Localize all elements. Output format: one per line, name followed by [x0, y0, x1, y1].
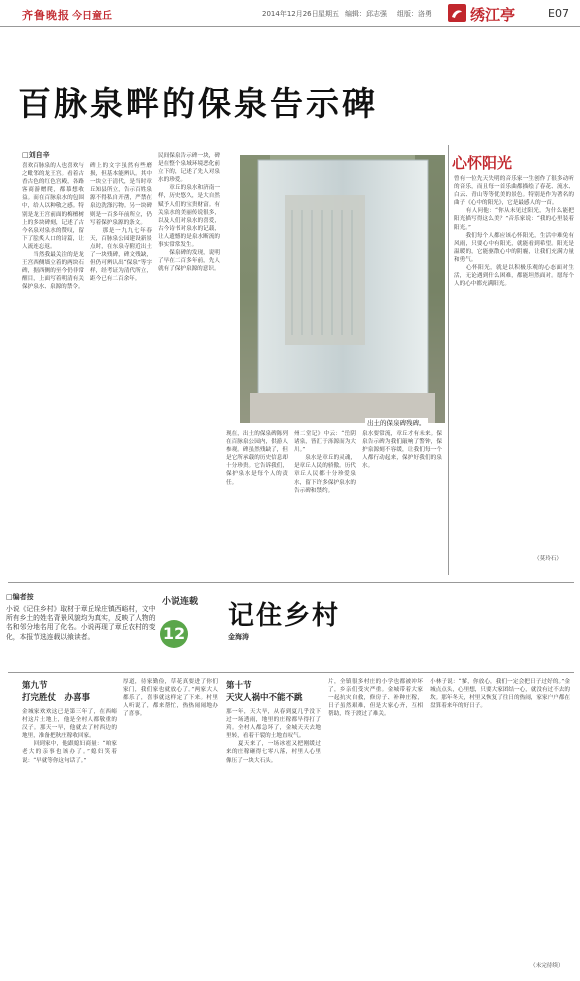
chapter-10-subtitle: 天灾人祸中不能不跳 [226, 693, 303, 703]
serial-column-1: 金城家欢欢这已是第三年了，在西峪村这片土地上，他是全村人都敬重的汉子。那天一早，他就去了村西边的地里，准备把秋庄稼收回家。 回到家中，他跟媳妇商量：“咱家老大的亲事也该办了。”媳妇笑着说：“早就等你这句话了。” [22, 709, 117, 764]
designer-credit: 组版：洛勇 [397, 10, 432, 18]
chapter-10-title: 第十节 [226, 681, 252, 691]
serial-column-3: 那一年，天大旱，从春到夏几乎没下过一场透雨，地里的庄稼都旱得打了蔫。全村人都急坏了，金城天天去地里转，看着干裂的土地直叹气。 夏天来了，一场冰雹又把刚缓过来的庄稼砸得七零八落，村里人心里像压了一块大石头。 [226, 709, 321, 764]
serial-column-4: 片，全镇很多村庄的小学也都被冲坏了，乡亲们受灾严重。金城带着大家一起抗灾自救，修房子、补种庄稼，日子虽然艰难，但是大家心齐，互相帮助，终于渡过了难关。 [328, 679, 423, 718]
section-name: 绣江亭 [470, 6, 516, 24]
photo-caption: 出土的保泉碑残碑。 [367, 419, 426, 427]
article-column-2: 碑上的文字虽然有些磨损，但基本能辨认。其中一块立于清代，是当时章丘知县所立，告示百姓泉源不得私自开凿，严禁在泉边洗涤污物。另一块碑则是一百多年前所立，仍写着保护泉源的条文。 那是一九九七年春天，百脉泉公园建设新景点时，在东泉寺附近出土了一块残碑，碑文残缺，但仍可辨认出“保泉”等字样，经考证为清代所立，距今已有二百余年。 [90, 163, 152, 283]
issue-date: 2014年12月26日 [262, 10, 319, 18]
article-column-6: 泉水要常流，章丘才有未来。保泉告示碑为我们敲响了警钟，保护泉源刻不容缓，让我们每一个人都行动起来，保护好我们的泉水。 [362, 431, 442, 470]
serial-column-5: 小林子说：“爹，你放心，我们一定会把日子过好的。”金城点点头，心里想，只要大家团结一心，就没有过不去的坎。那年冬天，村里又恢复了往日的热闹，家家户户都在盘算着来年的好日子。 [430, 679, 570, 710]
novel-author: 金海涛 [228, 632, 249, 641]
chapter-9-title: 第九节 [22, 681, 48, 691]
editor-note-label: □编者按 [6, 592, 34, 601]
editor-credit: 编辑：邱志强 [345, 10, 387, 18]
serial-divider [8, 672, 574, 673]
section-logo-icon [448, 4, 466, 22]
newspaper-subbrand: 今日童丘 [72, 11, 112, 22]
editor-note-text: 小说《记住乡村》取材于章丘垛庄镇西峪村，文中所有乡土的姓名背景风貌均为真实，反映了人物的名和邻分地名用了化名。小说再现了章丘农村的变化，本报节选连载以飨读者。 [6, 605, 156, 641]
article-column-1: 喜欢百脉泉的人也喜欢与之毗邻的龙王宫。看着古香古色的红色宫殿，各路客商游赠爬，都慕想收益。而在百脉泉水的包围中，给人以种敬之感。特别是龙王宫前面的梅檀树上的多块碑刻，记述了古今名泉对泉水的赞叹，留下了脍炙人口的诗篇，让人流连忘返。 当然我最关注的是龙王宫西侧墙立着的两块石碑，据西侧的至今仍非常醒目，上面写着明清有关保护泉水、泉源的禁令。 [22, 163, 84, 291]
serial-number-badge: 12 [160, 620, 188, 648]
side-column-signature: （莫玲石） [534, 556, 562, 562]
serial-label: 小说连载 [162, 597, 199, 607]
article-author: □刘自辛 [22, 150, 50, 159]
article-column-5: 州二堂记》中云：“岳阴诸泉，皆汇于泺源而为大川。” 泉水是章丘的灵魂，是章丘人民的骄傲。历代章丘人民都十分珍爱泉水，留下许多保护泉水的告示碑和禁约。 [294, 431, 356, 494]
issue-weekday: 星期五 [318, 10, 339, 18]
novel-title: 记住乡村 [228, 601, 341, 631]
serial-column-2: 厚道，待家勤俭，草花真要进了你们家门，我们家也就放心了。”两家大人都乐了，喜事就这样定了下来。村里人听说了，都来帮忙，热热闹闹地办了喜事。 [123, 679, 218, 718]
article-column-3: 民间保泉告示碑一块，碑是在整个泉域环境恶化前立下的，记述了先人对泉水的珍爱。 章丘的泉水和济南一样，历史悠久，是大自然赋予人们的宝贵财富。有关泉水的美丽传说很多，以及人们对泉水的喜爱，古今诗书对泉水的记载，让人遗憾的是泉水断流的事实常常发生。 保泉碑的发现，说明了早在二百多年前，先人就有了保护泉源的意识。 [158, 153, 220, 273]
side-column-body: 曾有一位先天失明的音乐家一生创作了很多动听的音乐，而且每一首乐曲都描绘了春花、流水、白云、青山等等优美的景色。特别是作为著名的曲子《心中的阳光》，它是最感人的一首。 有人问他：“你从未见过阳光，为什么能把阳光描写得这么美？”音乐家说：“我的心里装着阳光。” 我们每个人都应该心怀阳光，生活中难免有风雨，只要心中有阳光，就能看到希望。阳光是温暖的，它能驱散心中的阴霾，让我们充满力量和勇气。 心怀阳光，就是以积极乐观的心态面对生活，无论遇到什么困难，都能坦然面对。愿每个人的心中都充满阳光。 [454, 176, 574, 288]
side-column-divider [448, 145, 449, 575]
article-headline: 百脉泉畔的保泉告示碑 [18, 84, 378, 123]
side-column-title: 心怀阳光 [452, 154, 513, 172]
section-divider [8, 582, 574, 583]
article-column-4: 现在，出土的保泉碑陈列在百脉泉公园内，供游人参观。碑虽然残缺了，但是它所承载的历史信息却十分珍贵。它告诉我们，保护泉水是每个人的责任。 [226, 431, 288, 486]
newspaper-brand: 齐鲁晚报 [22, 9, 70, 22]
chapter-9-subtitle: 打完胜仗 办喜事 [22, 693, 91, 703]
stele-photo [240, 155, 445, 423]
serial-signature: （未完待续） [530, 963, 564, 969]
page-number: E07 [548, 7, 569, 20]
